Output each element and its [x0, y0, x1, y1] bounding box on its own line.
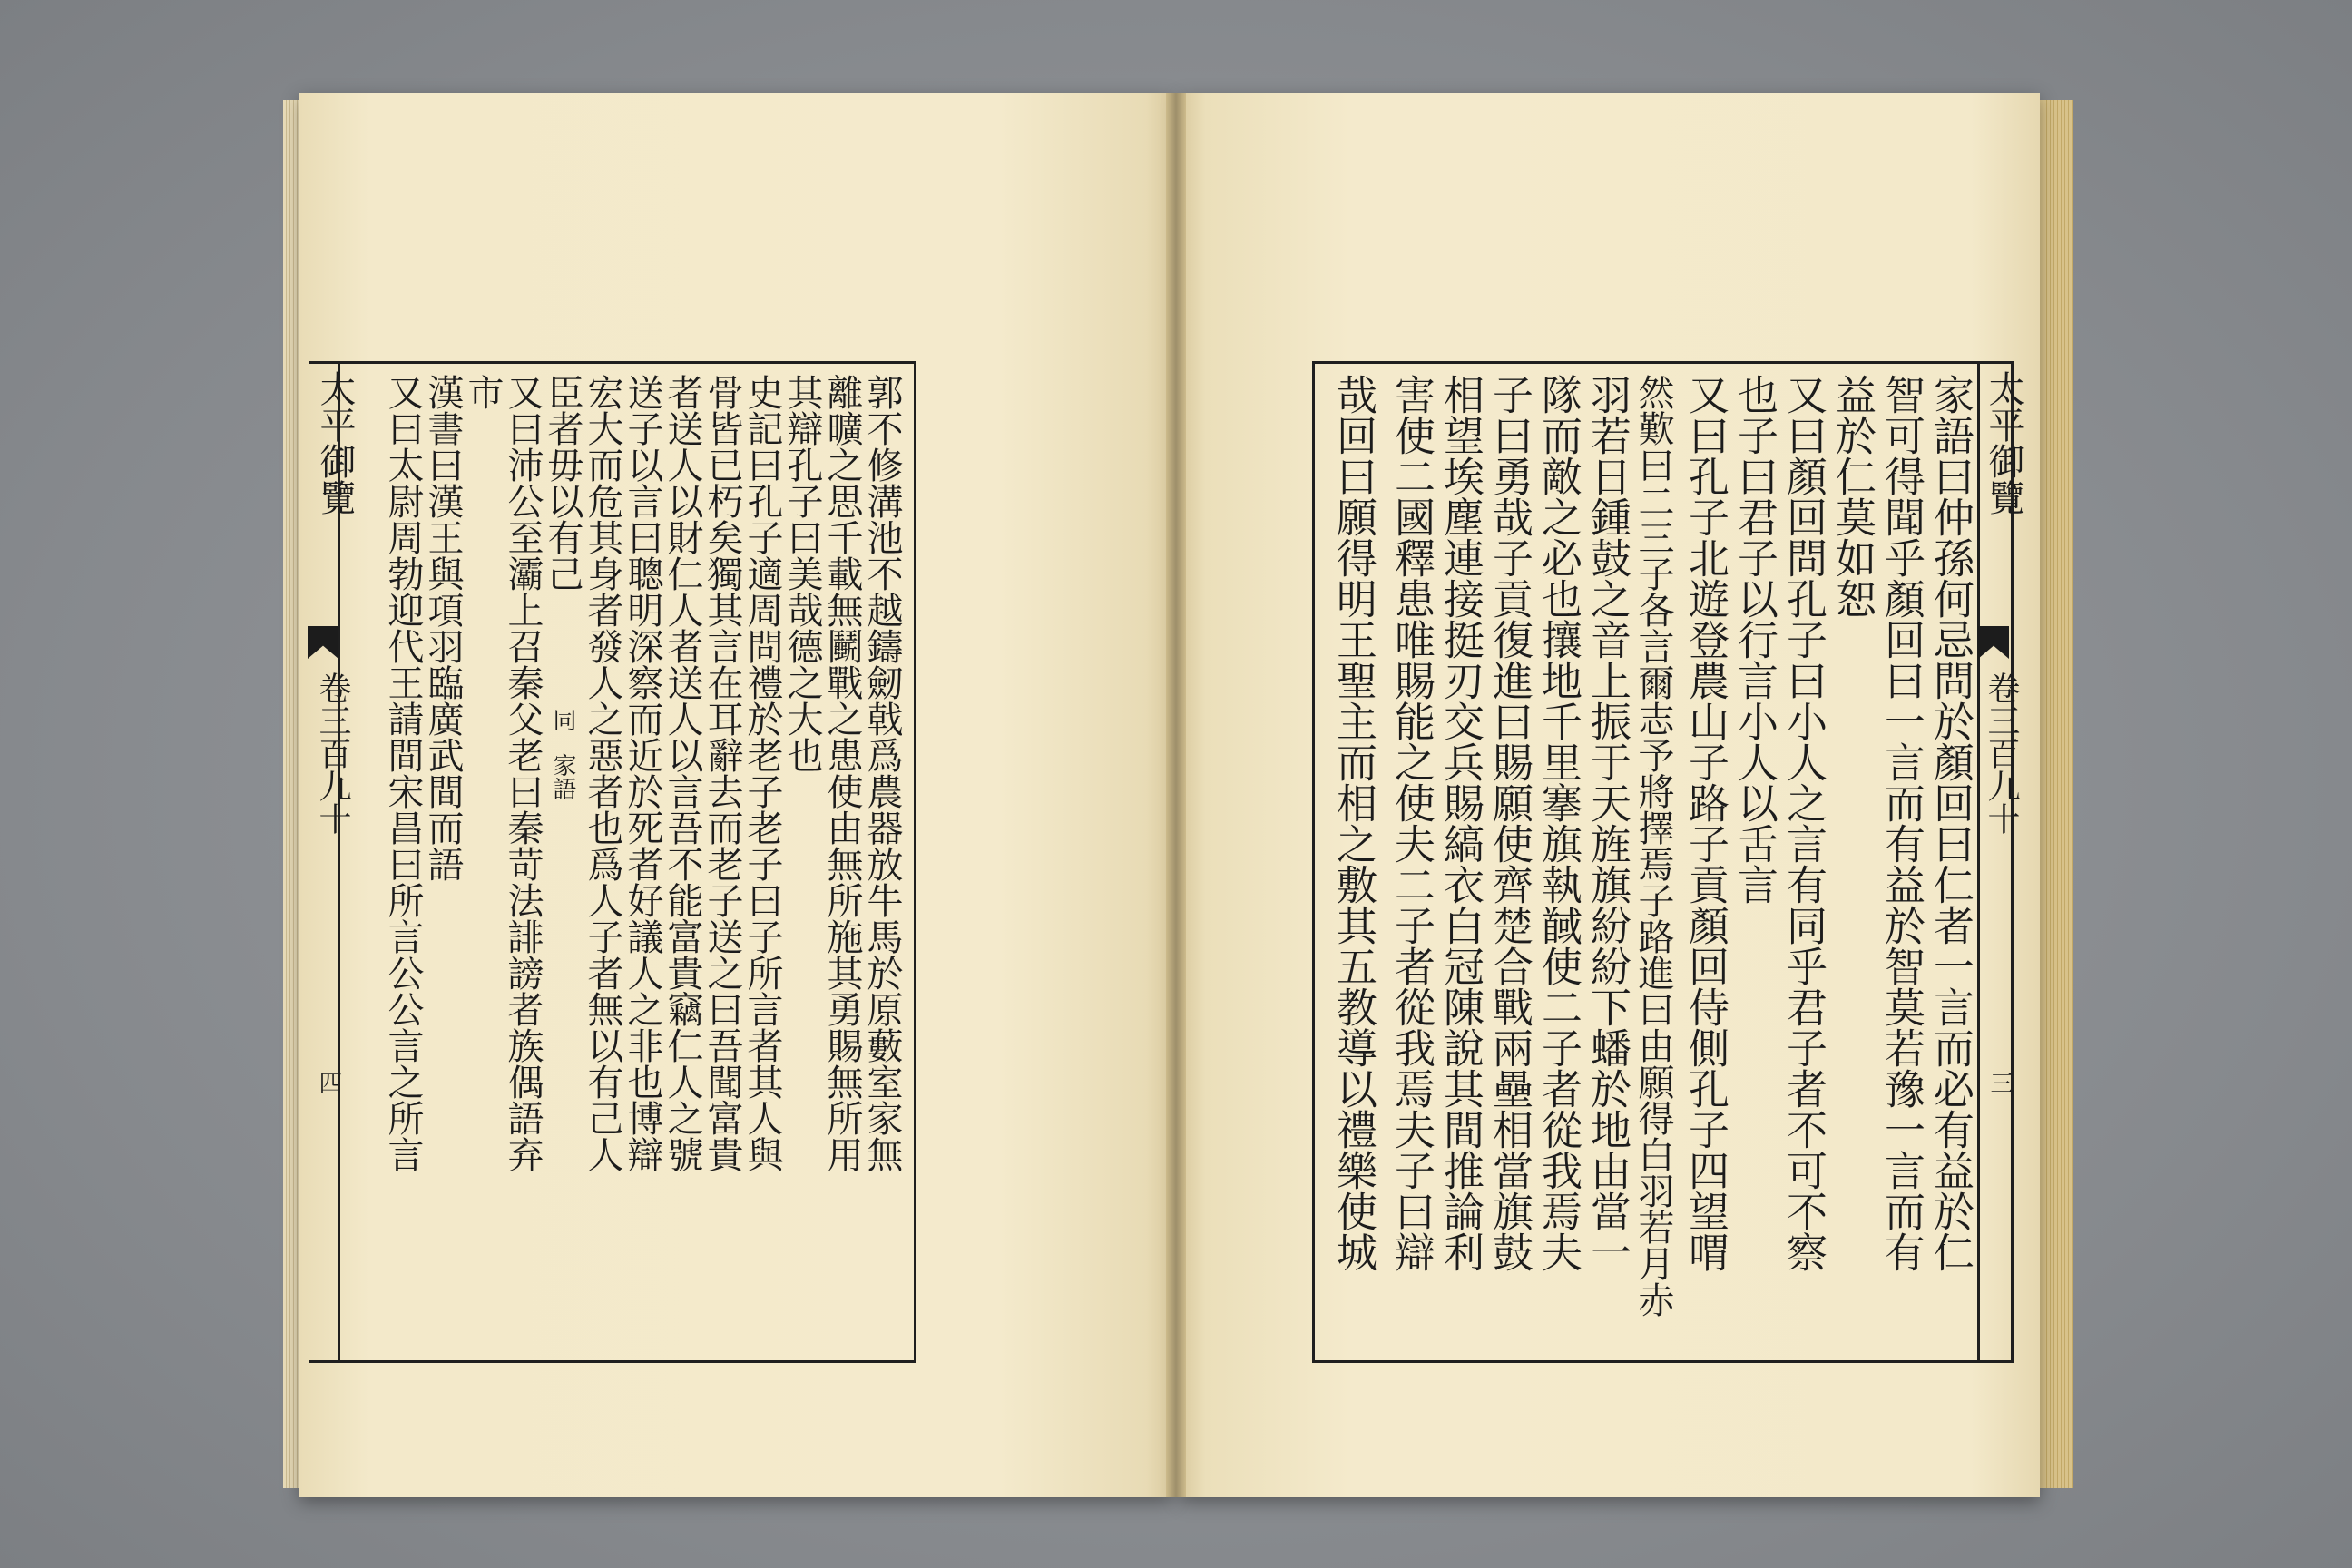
- left-col-9: 臣者毋以有己: [542, 374, 583, 592]
- right-col-8: 羽若日鍾鼓之音上振于天旌旗紛紛下蟠於地由當一: [1583, 374, 1632, 1272]
- left-note-jiayu: 家語: [549, 753, 576, 800]
- right-volume: 卷三百九十: [1983, 671, 2020, 835]
- left-col-5: 骨皆已朽矣獨其言在耳辭去而老子送之曰吾聞富貴: [701, 374, 743, 1172]
- book-gutter: [1166, 93, 1186, 1497]
- right-col-1: 家語曰仲孫何忌問於顏回曰仁者一言而必有益於仁: [1926, 374, 1975, 1272]
- left-col-3: 其辯孔子曰美哉德之大也: [781, 374, 823, 773]
- right-col-7: 然歎曰二三子各言爾志予將擇焉子路進曰由願得白羽若月赤: [1632, 374, 1674, 1318]
- left-col-1: 郭不修溝池不越鑄劒戟爲農器放牛馬於原藪室家無: [861, 374, 903, 1172]
- left-volume: 卷三百九十: [314, 671, 351, 835]
- right-page-edges: [2036, 100, 2073, 1488]
- right-col-12: 害使二國釋患唯賜能之使夫二子者從我焉夫子曰辯: [1387, 374, 1436, 1272]
- right-leaf-number: 三: [1986, 1071, 2014, 1094]
- left-col-12: 漢書曰漢王與項羽臨廣武間而語: [422, 374, 464, 882]
- left-col-4: 史記曰孔子適周問禮於老子老子曰子所言者其人與: [741, 374, 783, 1172]
- right-col-13: 哉回曰願得明王聖主而相之敷其五教導以禮樂使城: [1329, 374, 1377, 1272]
- left-leaf-number: 四: [315, 1071, 342, 1094]
- left-col-2: 離曠之思千載無鬭戰之患使由無所施其勇賜無所用: [821, 374, 863, 1172]
- right-col-10: 子曰勇哉子貢復進曰賜願使齊楚合戰兩壘相當旗鼓: [1485, 374, 1534, 1272]
- right-title: 太平御覽: [1983, 370, 2024, 515]
- left-col-8: 宏大而危其身者發人之惡者也爲人子者無以有己人: [582, 374, 623, 1172]
- right-col-4: 又曰顏回問孔子曰小人之言有同乎君子者不可不察: [1779, 374, 1828, 1272]
- right-col-2: 智可得聞乎顏回曰一言而有益於智莫若豫一言而有: [1877, 374, 1926, 1272]
- left-title: 太平御覽: [314, 370, 356, 515]
- right-col-9: 隊而敵之必也攘地千里搴旗執馘使二子者從我焉夫: [1534, 374, 1583, 1272]
- left-note-tong: 同: [549, 708, 576, 731]
- left-col-11: 市: [462, 374, 504, 410]
- right-col-11: 相望埃塵連接挺刃交兵賜縞衣白冠陳說其間推論利: [1436, 374, 1485, 1272]
- right-col-5: 也子曰君子以行言小人以舌言: [1730, 374, 1779, 905]
- left-col-6: 者送人以財仁人者送人以言吾不能富貴竊仁人之號: [662, 374, 703, 1172]
- left-col-10: 又曰沛公至灞上召秦父老曰秦苛法誹謗者族偶語弃: [502, 374, 544, 1172]
- right-col-6: 又曰孔子北遊登農山子路子貢顏回侍側孔子四望喟: [1681, 374, 1730, 1272]
- left-col-13: 又曰太尉周勃迎代王請間宋昌曰所言公公言之所言: [382, 374, 424, 1172]
- left-col-7: 送子以言曰聰明深察而近於死者好議人之非也博辯: [622, 374, 663, 1172]
- right-col-3: 益於仁莫如恕: [1828, 374, 1877, 619]
